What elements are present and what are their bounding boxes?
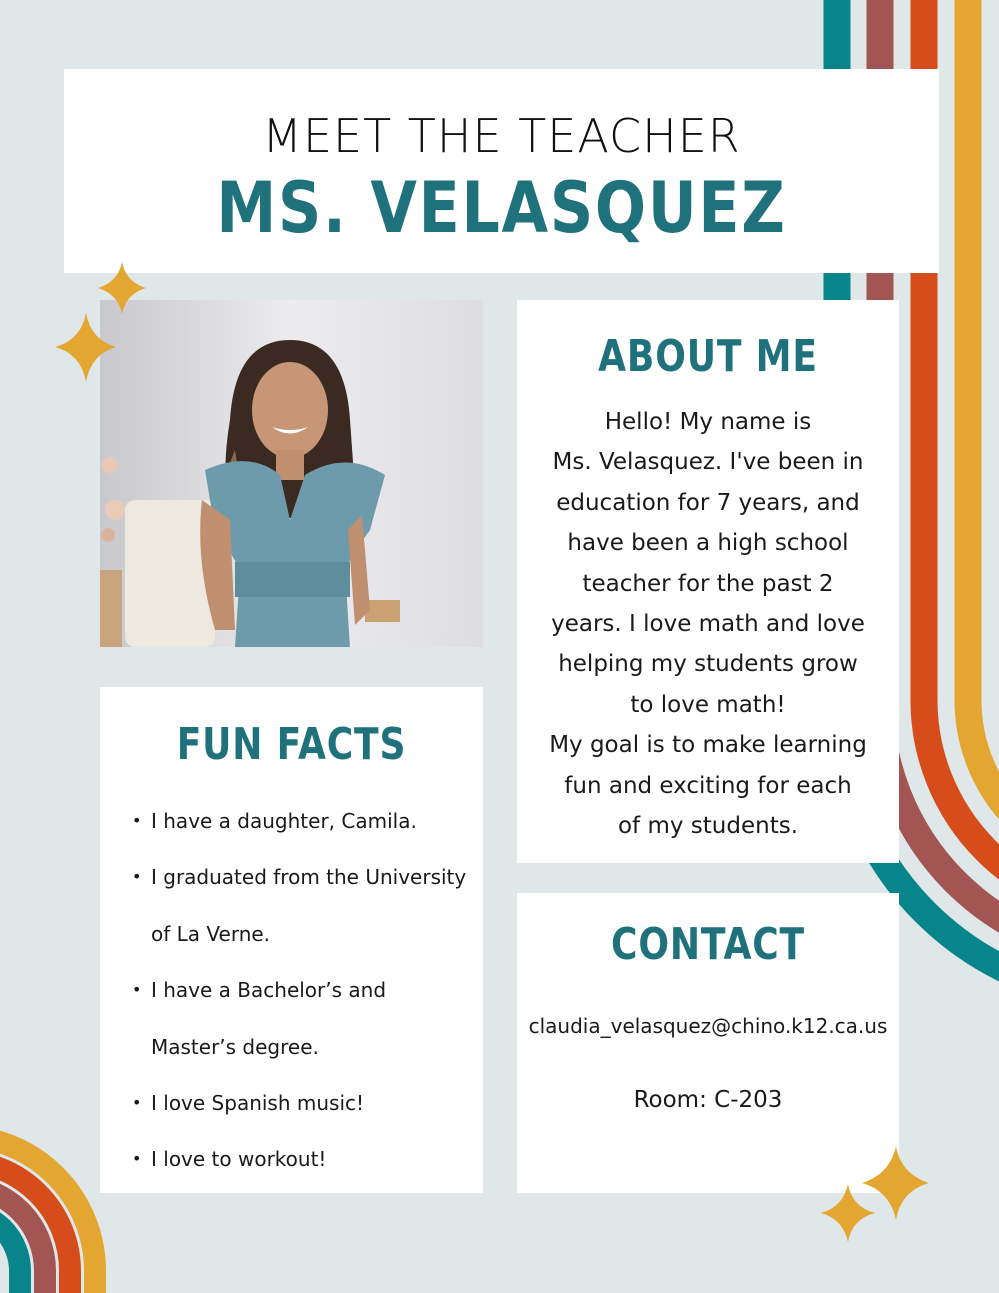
about-line: of my students.: [617, 813, 799, 840]
header-kicker: MEET THE TEACHER: [262, 109, 741, 163]
fact-text: I love Spanish music!: [151, 1091, 365, 1116]
bullet-icon: •: [132, 980, 142, 1000]
contact-email[interactable]: claudia_velasquez@chino.k12.ca.us: [528, 1014, 888, 1038]
about-me-card: [517, 300, 899, 863]
fact-text: I graduated from the University: [151, 865, 467, 890]
bullet-icon: •: [132, 811, 142, 830]
fact-text: I love to workout!: [151, 1147, 327, 1172]
fun-facts-heading: FUN FACTS: [176, 719, 407, 770]
about-line: years. I love math and love: [551, 611, 865, 638]
about-me-heading: ABOUT ME: [598, 331, 818, 382]
bullet-icon: •: [132, 867, 142, 887]
list-item: [132, 962, 481, 1018]
fact-text: of La Verne.: [151, 921, 271, 946]
list-item: [132, 793, 481, 849]
about-line: to love math!: [630, 691, 786, 718]
fact-text: Master’s degree.: [151, 1034, 319, 1059]
contact-room: Room: C-203: [633, 1087, 783, 1113]
bullet-icon: •: [132, 1149, 142, 1169]
list-item: [132, 1131, 481, 1187]
list-item-continuation: [151, 906, 481, 962]
bullet-icon: •: [132, 1093, 142, 1113]
header-card: [64, 69, 939, 273]
teacher-photo: [100, 300, 483, 647]
about-line: fun and exciting for each: [564, 772, 852, 799]
teacher-name: MS. VELASQUEZ: [216, 167, 787, 249]
about-line: education for 7 years, and: [556, 489, 860, 516]
list-item: [132, 1075, 481, 1131]
fact-text: I have a daughter, Camila.: [151, 809, 417, 833]
about-line: My goal is to make learning: [549, 732, 867, 759]
fun-facts-list: [132, 793, 481, 1188]
contact-heading: CONTACT: [611, 919, 805, 970]
fun-facts-card: [100, 687, 483, 1193]
about-line: helping my students grow: [558, 651, 858, 678]
about-line: Ms. Velasquez. I've been in: [552, 449, 864, 476]
list-item: [132, 849, 481, 905]
stripe-yellow-right: [968, 0, 999, 869]
portrait-image: [100, 300, 483, 647]
about-me-text: [517, 402, 899, 846]
about-line: Hello! My name is: [604, 409, 812, 435]
list-item-continuation: [151, 1019, 481, 1075]
contact-card: [517, 893, 899, 1193]
fact-text: I have a Bachelor’s and: [151, 978, 387, 1003]
about-line: have been a high school: [567, 530, 849, 557]
about-line: teacher for the past 2: [582, 570, 834, 597]
